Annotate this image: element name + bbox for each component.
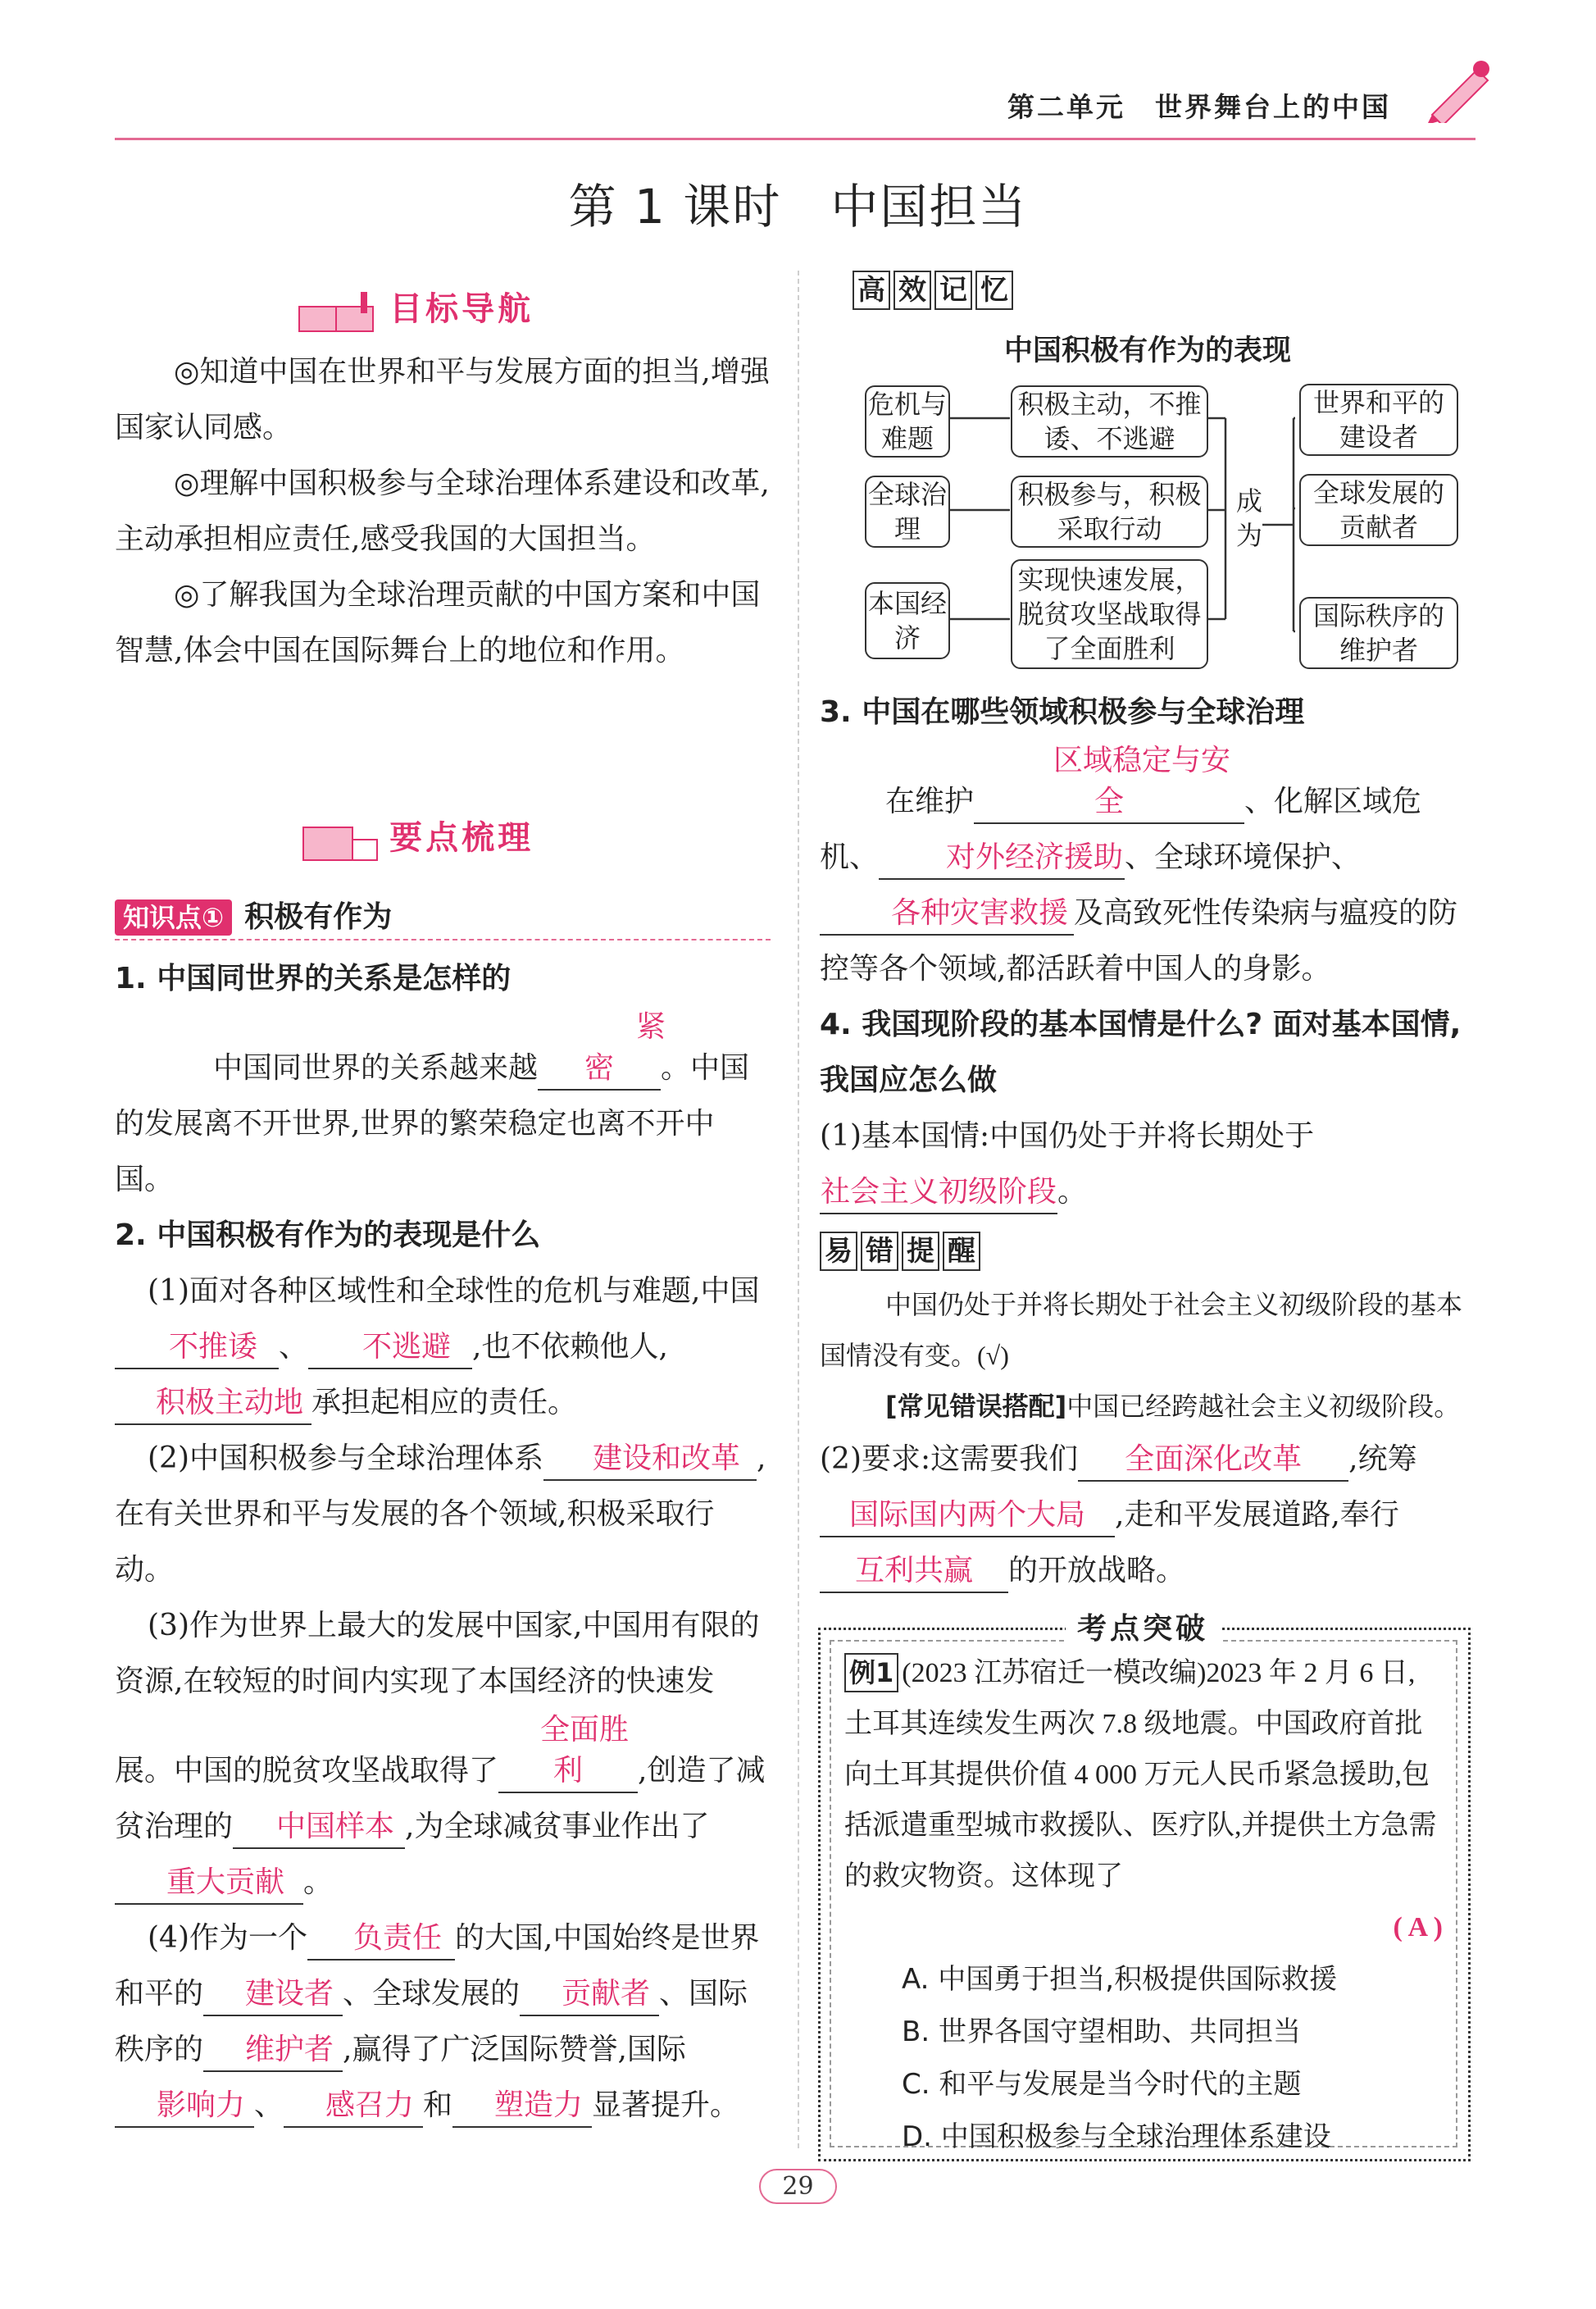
diagram-node-mid: 积极主动，不推诿、不逃避 [1011,385,1208,458]
goal-item: ◎了解我国为全球治理贡献的中国方案和中国智慧,体会中国在国际舞台上的地位和作用。 [115,578,761,667]
error-match-label: [常见错误搭配] [885,1391,1067,1422]
blank-answer: 重大贡献 [115,1862,303,1905]
answer-text: 、 [279,1330,309,1364]
label-char: 高 [853,271,890,310]
goals-title: 目标导航 [389,290,534,328]
answer-text: 承担起相应的责任。 [311,1386,578,1419]
page-number [0,2169,1596,2204]
answer-text: 中国同世界的关系越来越 [213,1051,539,1085]
blank-answer: 不推诿 [115,1327,279,1369]
blank-answer: 国际国内两个大局 [820,1495,1115,1537]
answer-text: ,创造了减贫治理的 [115,1754,766,1843]
error-label [820,1223,1476,1279]
exam-title: 考点突破 [1066,1605,1220,1647]
answer-2-4 [115,1911,771,2134]
answer-text: (3)作为世界上最大的发展中国家,中国用有限的资源,在较短的时间内实现了本国经济的快速发展。中国的脱贫攻坚战取得了 [115,1609,760,1788]
answer-text: ,统筹 [1348,1442,1417,1476]
memory-label [853,271,1016,310]
answer-text: 及高致死性传染病与瘟疫的防控等各个领域,都活跃着中国人的身影。 [820,896,1458,986]
answer-text: 。 [303,1865,334,1899]
page-number-text: 29 [759,2169,836,2204]
lesson-title: 第 1 课时 中国担当 [568,179,1028,235]
goal-item: ◎理解中国积极参与全球治理体系建设和改革,主动承担相应责任,感受我国的大国担当。 [115,467,770,556]
answer-text: (1)面对各种区域性和全球性的危机与难题,中国 [148,1274,760,1308]
answer-2-3 [115,1598,771,1911]
answer-text: (1)基本国情:中国仍处于并将长期处于 [820,1119,1315,1153]
label-char: 提 [902,1232,939,1271]
goals-list [115,344,771,679]
blank-answer: 负责任 [307,1918,455,1961]
goal-item: ◎知道中国在世界和平与发展方面的担当,增强国家认同感。 [115,355,770,444]
answer-1 [115,1007,771,1208]
answer-2-2 [115,1431,771,1598]
diagram-node-right: 世界和平的建设者 [1299,384,1458,456]
answer-text: 显著提升。 [592,2088,740,2122]
diagram-connector-label: 成为 [1236,485,1263,551]
question-3: 3. 中国在哪些领域积极参与全球治理 [820,695,1305,729]
diagram-node-mid: 实现快速发展，脱贫攻坚战取得了全面胜利 [1011,559,1208,669]
answer-text: ,赢得了广泛国际赞誉,国际 [343,2033,686,2066]
answer-3 [820,740,1476,997]
option-item: C. 和平与发展是当今时代的主题 [902,2068,1302,2101]
label-char: 错 [861,1232,898,1271]
error-match [820,1381,1476,1432]
answer-text: (2)要求:这需要我们 [820,1442,1079,1476]
error-match-text: 中国已经跨越社会主义初级阶段。 [1066,1391,1461,1421]
answer-text: (4)作为一个 [148,1921,307,1955]
blank-answer: 对外经济援助 [879,837,1125,880]
diagram-title: 中国积极有作为的表现 [1003,335,1291,367]
desk-icon [295,819,385,872]
blank-answer: 影响力 [115,2085,254,2128]
points-title: 要点梳理 [389,819,534,857]
label-char: 易 [820,1232,857,1271]
answer-text: 、 [254,2088,284,2122]
unit-header: 第二单元 世界舞台上的中国 [1007,91,1391,123]
blank-answer: 塑造力 [452,2085,592,2128]
diagram-node-right: 全球发展的贡献者 [1299,474,1458,546]
question-4: 4. 我国现阶段的基本国情是什么? 面对基本国情,我国应怎么做 [820,1008,1462,1097]
blank-answer: 不逃避 [308,1327,472,1369]
blank-answer: 全面胜利 [498,1710,638,1793]
answer-text: 在维护 [885,785,975,818]
points-heading [295,812,534,872]
answer-text: 和 [423,2088,453,2122]
blank-answer: 贡献者 [520,1974,659,2016]
label-char: 忆 [975,271,1013,310]
blank-answer: 各种灾害救援 [820,893,1074,936]
blank-answer: 社会主义初级阶段 [820,1172,1057,1214]
options-list [844,1953,1443,2163]
option-item: D. 中国积极参与全球治理体系建设 [902,2120,1331,2153]
left-body [115,951,771,2134]
blank-answer: 感召力 [284,2085,423,2128]
answer-text: ,在有关世界和平与发展的各个领域,积极采取行动。 [115,1441,766,1587]
question-1: 1. 中国同世界的关系是怎样的 [115,962,512,995]
answer-text: (2)中国积极参与全球治理体系 [148,1441,543,1475]
label-char: 醒 [943,1232,980,1271]
diagram-node-left: 本国经济 [865,582,950,659]
diagram-node-left: 全球治理 [865,476,950,548]
blank-answer: 紧密 [538,1007,661,1091]
blank-answer: 建设和改革 [543,1438,757,1481]
blank-answer: 互利共赢 [820,1551,1008,1593]
answer-text: 、国际秩序的 [115,1977,748,2066]
option-item: A. 中国勇于担当,积极提供国际救援 [902,1963,1338,1996]
answer-text: ,走和平发展道路,奉行 [1115,1498,1399,1532]
knowledge-point-bar [115,894,771,940]
blank-answer: 建设者 [203,1974,343,2016]
answer-text: 、化解区域危机、 [820,785,1422,874]
answer-text: 。 [1057,1175,1088,1209]
diagram-node-left: 危机与难题 [865,385,950,458]
label-char: 记 [934,271,972,310]
answer-marker: ( A ) [1393,1912,1443,1942]
right-body [820,685,1476,1599]
answer-4-1 [820,1109,1476,1220]
column-divider [798,271,799,2148]
answer-text: 。中国的发展离不开世界,世界的繁荣稳定也离不开中国。 [115,1051,750,1196]
answer-text: ,也不依赖他人, [472,1330,668,1364]
question-2: 2. 中国积极有作为的表现是什么 [115,1218,541,1252]
concept-diagram [853,377,1476,672]
knowledge-point-title: 积极有作为 [244,900,393,934]
book-icon [295,290,385,343]
blank-answer: 全面深化改革 [1078,1439,1348,1482]
example-text: (2023 江苏宿迁一模改编)2023 年 2 月 6 日,土耳其连续发生两次 7.8 级地震。中国政府首批向土耳其提供价值 4 000 万元人民币紧急援助,包括派遣重型城市救援队、医疗队,并提供土方急需的救灾物资。这体现了 [844,1658,1437,1892]
diagram-node-right: 国际秩序的维护者 [1299,597,1458,669]
blank-answer: 中国样本 [233,1806,405,1849]
option-item: B. 世界各国守望相助、共同担当 [902,2015,1301,2048]
header-rule [115,138,1476,140]
answer-text: ,为全球减贫事业作出了 [405,1810,710,1843]
example-label: 例1 [844,1653,898,1692]
answer-text: 、全球发展的 [343,1977,521,2011]
diagram-node-mid: 积极参与，积极采取行动 [1011,476,1208,548]
label-char: 效 [893,271,931,310]
example-question [844,1648,1443,2163]
blank-answer: 积极主动地 [115,1382,311,1425]
answer-2-1 [115,1264,771,1431]
answer-text: 的大国,中国始终是世界和平的 [115,1921,760,2011]
answer-4-2 [820,1432,1476,1599]
blank-answer: 区域稳定与安全 [974,740,1244,824]
answer-text: 的开放战略。 [1008,1554,1186,1587]
answer-text: 、全球环境保护、 [1125,840,1362,874]
pencil-decoration-icon [1424,57,1498,126]
error-note: 中国仍处于并将长期处于社会主义初级阶段的基本国情没有变。(√) [820,1290,1463,1370]
knowledge-point-badge: 知识点① [115,899,232,936]
goals-heading [295,283,534,343]
blank-answer: 维护者 [203,2029,343,2072]
